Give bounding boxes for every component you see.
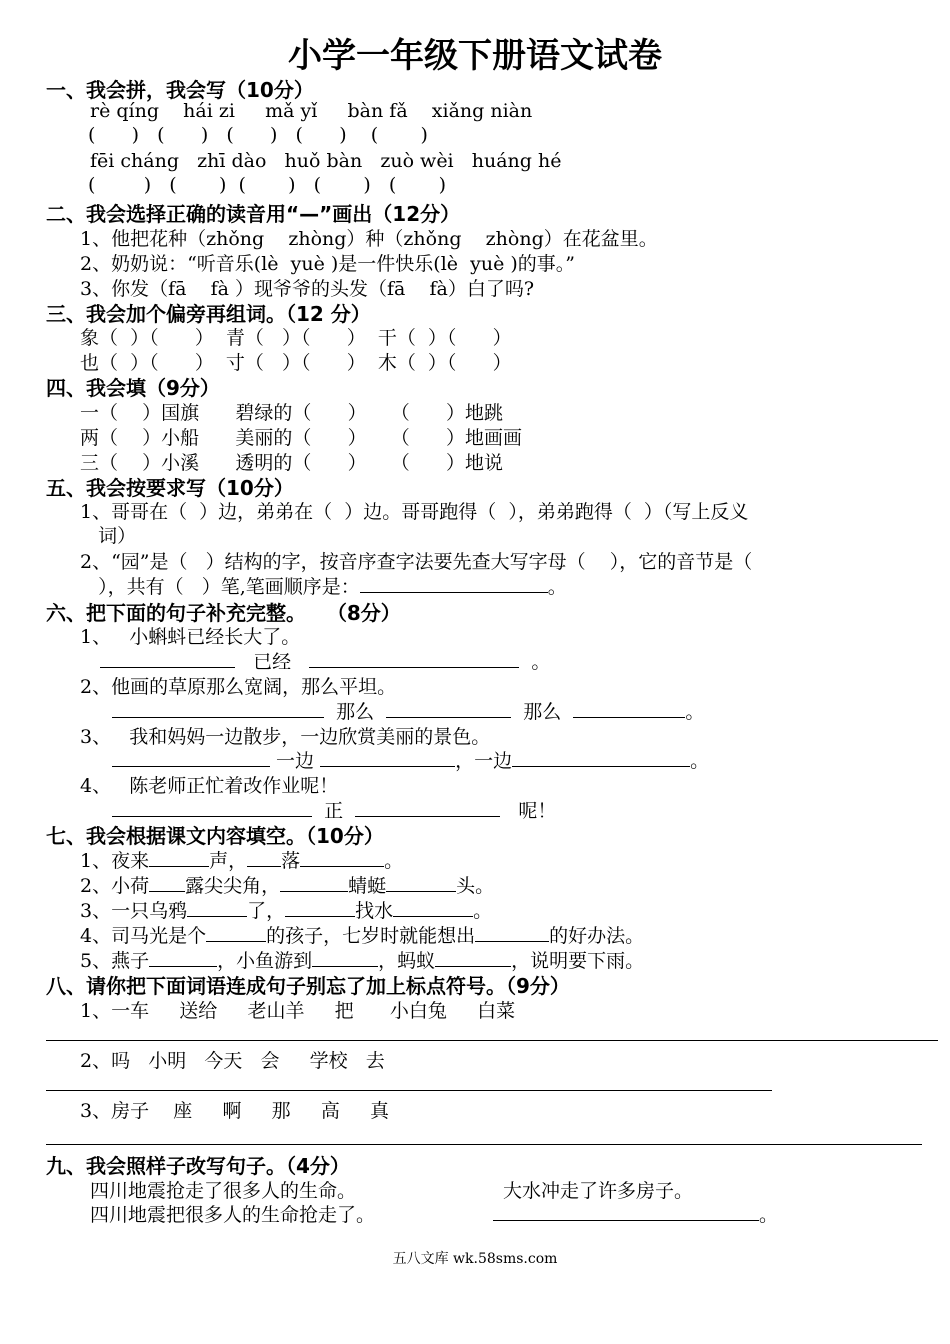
s5-line-2: 2、“园”是（ ）结构的字，按音序查字法要先查大写字母（ ），它的音节是（ [80,551,753,573]
s9-answer: 。 [493,1200,778,1227]
s6-q3-answer: 一边 ，一边 。 [112,746,709,773]
section-6-heading: 六、把下面的句子补充完整。 （8分） [46,601,401,625]
s6-q4-answer: 正 呢！ [112,796,556,823]
answer-blank[interactable] [355,798,500,817]
answer-blank[interactable] [386,873,456,892]
section-3-heading: 三、我会加个偏旁再组词。（12 分） [46,302,371,326]
answer-blank[interactable] [247,848,281,867]
radical-line-2[interactable]: 也（ ）（ ） 寸（ ）（ ） 木（ ）（ ） [80,352,512,374]
answer-blank[interactable] [112,748,270,767]
answer-blank[interactable] [493,1202,759,1221]
answer-blank[interactable] [100,649,235,668]
answer-blank[interactable] [309,649,519,668]
s5-line-2-cont: ），共有（ ）笔,笔画顺序是： 。 [80,576,567,598]
radical-line-1[interactable]: 象（ ）（ ） 青（ ）（ ） 干（ ）（ ） [80,327,512,349]
s8-words-1: 1、一车 送给 老山羊 把 小白兔 白菜 [80,1000,516,1022]
section-8-heading: 八、请你把下面词语连成句子别忘了加上标点符号。（9分） [46,974,570,998]
answer-blank[interactable] [280,873,348,892]
s8-words-3: 3、房子 座 啊 那 高 真 [80,1100,390,1122]
s7-line-2: 2、小荷 露尖尖角， 蜻蜓 头。 [80,875,495,897]
section-7-heading: 七、我会根据课文内容填空。（10分） [46,824,384,848]
s6-q2: 2、他画的草原那么宽阔，那么平坦。 [80,676,397,698]
section-5-heading: 五、我会按要求写（10分） [46,476,294,500]
pinyin-row-1: rè qíng hái zi mǎ yǐ bàn fǎ xiǎng niàn [90,100,533,122]
s8-words-2: 2、吗 小明 今天 会 学校 去 [80,1050,385,1072]
answer-blank[interactable] [149,848,209,867]
answer-line[interactable] [46,1090,772,1091]
answer-blank[interactable] [112,699,324,718]
s5-line-1: 1、哥哥在（ ）边，弟弟在（ ）边。哥哥跑得（ ），弟弟跑得（ ）（写上反义 [80,501,749,523]
page-title: 小学一年级下册语文试卷 [288,36,662,76]
s9-exercise: 大水冲走了许多房子。 [503,1180,694,1202]
answer-line[interactable] [46,1040,938,1041]
pinyin-row-2: fēi cháng zhī dào huǒ bàn zuò wèi huáng hé [90,150,562,172]
answer-blank[interactable] [206,923,266,942]
answer-blank[interactable] [435,948,511,967]
s7-line-5: 5、燕子 ，小鱼游到 ，蚂蚁 ，说明要下雨。 [80,950,645,972]
fill-line-2[interactable]: 两（ ）小船 美丽的（ ） （ ）地画画 [80,427,523,449]
fill-line-1[interactable]: 一（ ）国旗 碧绿的（ ） （ ）地跳 [80,402,504,424]
s9-example-b: 四川地震把很多人的生命抢走了。 [90,1204,376,1226]
section-1-heading: 一、我会拼，我会写（10分） [46,78,314,102]
answer-blank[interactable] [512,748,690,767]
answer-blank[interactable] [312,948,378,967]
s6-q4: 4、 陈老师正忙着改作业呢！ [80,775,339,797]
section-4-heading: 四、我会填（9分） [46,376,220,400]
answer-blank[interactable] [386,699,511,718]
section-9-heading: 九、我会照样子改写句子。（4分） [46,1154,350,1178]
s7-line-1: 1、夜来 声， 落 。 [80,850,404,872]
fill-line-3[interactable]: 三（ ）小溪 透明的（ ） （ ）地说 [80,452,504,474]
answer-blank[interactable] [112,798,312,817]
answer-blank[interactable] [149,948,217,967]
answer-blank[interactable] [300,848,384,867]
answer-blank[interactable] [393,898,473,917]
s6-q2-answer: 那么 那么 。 [112,697,704,724]
answer-blank[interactable] [285,898,355,917]
answer-line[interactable] [46,1144,922,1145]
s5-line-1-cont: 词） [80,525,137,547]
answer-blank[interactable] [187,898,247,917]
section-2-heading: 二、我会选择正确的读音用“—”画出（12分） [46,202,461,226]
s6-q3: 3、 我和妈妈一边散步，一边欣赏美丽的景色。 [80,726,491,748]
pinyin-answer-row-1[interactable]: ( ) ( ) ( ) ( ) ( ) [88,124,428,146]
reading-line-2: 2、奶奶说：“听音乐(lè yuè )是一件快乐(lè yuè )的事。” [80,253,575,275]
s6-q1: 1、 小蝌蚪已经长大了。 [80,626,301,648]
s9-example-a: 四川地震抢走了很多人的生命。 [90,1180,357,1202]
answer-blank[interactable] [360,574,548,593]
answer-blank[interactable] [320,748,455,767]
s6-q1-answer: 已经 。 [100,647,550,674]
s7-line-3: 3、一只乌鸦 了， 找水 。 [80,900,493,922]
footer-source: 五八文库 wk.58sms.com [392,1251,558,1267]
reading-line-3: 3、你发（fā fà ）现爷爷的头发（fā fà）白了吗? [80,278,535,300]
answer-blank[interactable] [573,699,685,718]
reading-line-1: 1、他把花种（zhǒng zhòng）种（zhǒng zhòng）在花盆里。 [80,228,658,250]
answer-blank[interactable] [149,873,185,892]
pinyin-answer-row-2[interactable]: ( ) ( ) ( ) ( ) ( ) [88,174,446,196]
s7-line-4: 4、司马光是个 的孩子，七岁时就能想出 的好办法。 [80,925,645,947]
answer-blank[interactable] [475,923,549,942]
